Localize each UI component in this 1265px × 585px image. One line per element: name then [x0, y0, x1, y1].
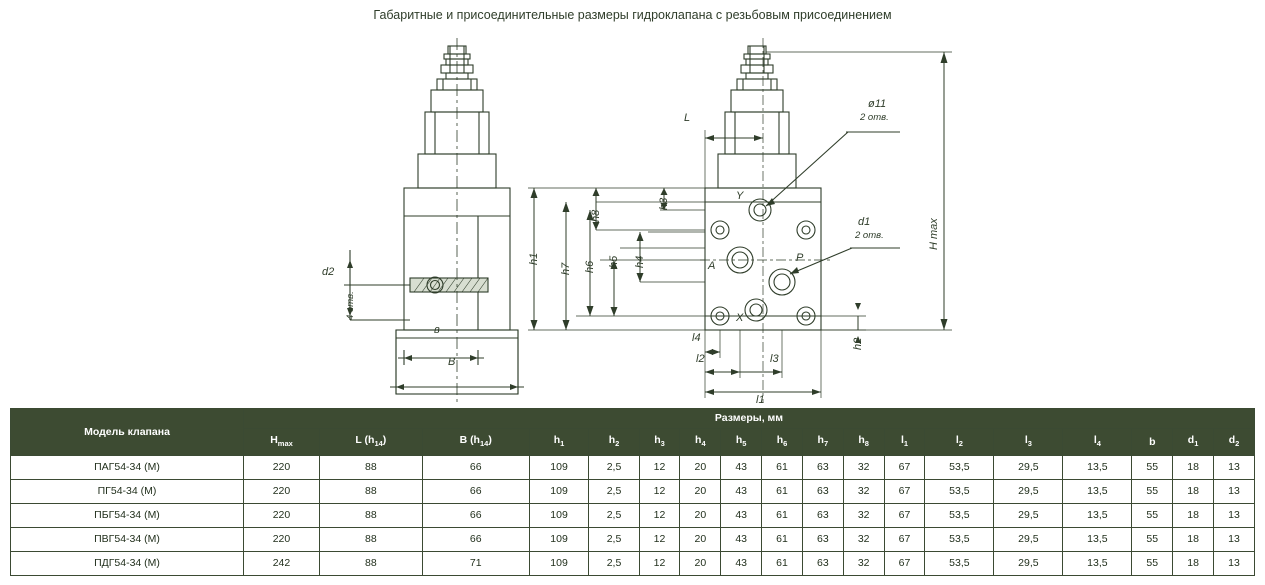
- table-cell-model: ПБГ54-34 (М): [11, 504, 244, 528]
- table-cell-b: 66: [422, 480, 529, 504]
- table-cell-d2: 13: [1214, 528, 1255, 552]
- label-h8: h8: [590, 209, 602, 222]
- th-l4: $l_4$: [1063, 429, 1132, 456]
- table-cell-l4: 13,5: [1063, 504, 1132, 528]
- label-h6: h6: [584, 260, 596, 273]
- table-cell-h2: 2,5: [589, 504, 639, 528]
- table-cell-h6: 61: [762, 456, 803, 480]
- th-h1: $h_1$: [529, 429, 589, 456]
- th-h4: $h_4$: [680, 429, 721, 456]
- table-cell-bb: 55: [1132, 528, 1173, 552]
- table-cell-l4: 13,5: [1063, 528, 1132, 552]
- table-cell-h8: 32: [843, 480, 884, 504]
- table-cell-l: 88: [319, 552, 422, 576]
- th-l: L $(h_{14})$: [319, 429, 422, 456]
- table-cell-d2: 13: [1214, 480, 1255, 504]
- label-h3: h3: [658, 197, 670, 210]
- table-cell-h2: 2,5: [589, 528, 639, 552]
- th-l3: $l_3$: [994, 429, 1063, 456]
- label-port-A: A: [708, 260, 716, 272]
- table-cell-h6: 61: [762, 552, 803, 576]
- table-cell-h1: 109: [529, 480, 589, 504]
- label-b-small: в: [434, 324, 440, 336]
- label-holes-4: 4 отв.: [345, 291, 356, 320]
- table-cell-l1: 67: [884, 480, 925, 504]
- th-h6: $h_6$: [762, 429, 803, 456]
- label-h1: h1: [528, 252, 540, 265]
- table-cell-l4: 13,5: [1063, 552, 1132, 576]
- label-h-max: H max: [928, 218, 940, 250]
- table-row: [11, 528, 1255, 552]
- label-h2: h2: [852, 337, 864, 350]
- table-cell-bb: 55: [1132, 456, 1173, 480]
- table-cell-hmax: 220: [244, 504, 320, 528]
- th-model: Модель клапана: [11, 409, 244, 456]
- technical-drawing: [0, 20, 1265, 406]
- table-cell-h7: 63: [802, 456, 843, 480]
- table-cell-l1: 67: [884, 528, 925, 552]
- table-cell-l2: 53,5: [925, 552, 994, 576]
- table-cell-h5: 43: [721, 504, 762, 528]
- table-row: [11, 552, 1255, 576]
- table-cell-h7: 63: [802, 480, 843, 504]
- table-cell-h7: 63: [802, 528, 843, 552]
- table-cell-b: 66: [422, 528, 529, 552]
- table-cell-bb: 55: [1132, 480, 1173, 504]
- label-l1: l1: [756, 394, 765, 406]
- table-row: [11, 480, 1255, 504]
- table-cell-h4: 20: [680, 528, 721, 552]
- table-cell-l3: 29,5: [994, 552, 1063, 576]
- table-cell-b: 66: [422, 504, 529, 528]
- th-h7: $h_7$: [802, 429, 843, 456]
- table-cell-l1: 67: [884, 456, 925, 480]
- label-b-big: B: [448, 356, 456, 368]
- table-cell-l1: 67: [884, 552, 925, 576]
- table-cell-l3: 29,5: [994, 456, 1063, 480]
- table-cell-l2: 53,5: [925, 504, 994, 528]
- th-d2: $d_2$: [1214, 429, 1255, 456]
- th-bb: b: [1132, 429, 1173, 456]
- table-cell-h3: 12: [639, 528, 680, 552]
- table-cell-h4: 20: [680, 456, 721, 480]
- table-cell-d1: 18: [1173, 480, 1214, 504]
- table-cell-h6: 61: [762, 504, 803, 528]
- table-cell-h8: 32: [843, 528, 884, 552]
- label-l4: l4: [692, 332, 701, 344]
- table-cell-h7: 63: [802, 552, 843, 576]
- dimensions-table-wrapper: [10, 408, 1255, 576]
- table-cell-hmax: 220: [244, 456, 320, 480]
- th-h3: $h_3$: [639, 429, 680, 456]
- table-cell-h6: 61: [762, 480, 803, 504]
- table-cell-b: 66: [422, 456, 529, 480]
- label-holes-2-side: 2 отв.: [855, 230, 884, 241]
- table-cell-b: 71: [422, 552, 529, 576]
- table-cell-hmax: 220: [244, 528, 320, 552]
- table-cell-h7: 63: [802, 504, 843, 528]
- table-cell-h3: 12: [639, 456, 680, 480]
- table-cell-l2: 53,5: [925, 528, 994, 552]
- label-holes-2-top: 2 отв.: [860, 112, 889, 123]
- table-cell-h8: 32: [843, 504, 884, 528]
- table-cell-h5: 43: [721, 456, 762, 480]
- table-cell-h5: 43: [721, 528, 762, 552]
- label-h4: h4: [634, 255, 646, 268]
- table-cell-d2: 13: [1214, 456, 1255, 480]
- th-h5: $h_5$: [721, 429, 762, 456]
- table-row: [11, 504, 1255, 528]
- table-cell-model: ПВГ54-34 (М): [11, 528, 244, 552]
- table-cell-h4: 20: [680, 480, 721, 504]
- label-d2: d2: [322, 266, 335, 278]
- th-group-dimensions: Размеры, мм: [244, 409, 1255, 429]
- table-cell-l3: 29,5: [994, 528, 1063, 552]
- table-cell-l4: 13,5: [1063, 480, 1132, 504]
- table-cell-l: 88: [319, 480, 422, 504]
- label-h5: h5: [608, 255, 620, 268]
- table-cell-bb: 55: [1132, 504, 1173, 528]
- table-cell-d1: 18: [1173, 552, 1214, 576]
- table-cell-l2: 53,5: [925, 456, 994, 480]
- table-cell-h4: 20: [680, 504, 721, 528]
- table-row: [11, 456, 1255, 480]
- table-cell-h6: 61: [762, 528, 803, 552]
- table-cell-h3: 12: [639, 504, 680, 528]
- label-hole-d11: ø11: [868, 98, 887, 110]
- th-d1: $d_1$: [1173, 429, 1214, 456]
- label-port-X: X: [736, 312, 744, 324]
- table-cell-h1: 109: [529, 456, 589, 480]
- table-cell-h5: 43: [721, 480, 762, 504]
- th-l1: $l_1$: [884, 429, 925, 456]
- table-cell-d1: 18: [1173, 504, 1214, 528]
- table-cell-h8: 32: [843, 456, 884, 480]
- table-cell-h2: 2,5: [589, 456, 639, 480]
- table-cell-d2: 13: [1214, 552, 1255, 576]
- table-cell-h4: 20: [680, 552, 721, 576]
- label-l3: l3: [770, 353, 779, 365]
- table-cell-l: 88: [319, 456, 422, 480]
- page-title: Габаритные и присоединительные размеры гидроклапана с резьбовым присоединением: [373, 8, 892, 22]
- table-cell-hmax: 220: [244, 480, 320, 504]
- table-cell-h3: 12: [639, 552, 680, 576]
- table-cell-l1: 67: [884, 504, 925, 528]
- table-cell-l2: 53,5: [925, 480, 994, 504]
- label-port-Y: Y: [736, 190, 744, 202]
- table-cell-l: 88: [319, 504, 422, 528]
- label-d1: d1: [858, 216, 871, 228]
- table-cell-model: ПАГ54-34 (М): [11, 456, 244, 480]
- table-cell-h3: 12: [639, 480, 680, 504]
- table-cell-hmax: 242: [244, 552, 320, 576]
- table-cell-h1: 109: [529, 552, 589, 576]
- dimensions-table: [10, 408, 1255, 576]
- table-cell-h8: 32: [843, 552, 884, 576]
- table-cell-model: ПДГ54-34 (М): [11, 552, 244, 576]
- table-cell-h2: 2,5: [589, 480, 639, 504]
- label-L: L: [684, 112, 691, 124]
- table-cell-h1: 109: [529, 504, 589, 528]
- label-h7: h7: [560, 262, 572, 275]
- table-cell-l3: 29,5: [994, 480, 1063, 504]
- th-h8: $h_8$: [843, 429, 884, 456]
- th-l2: $l_2$: [925, 429, 994, 456]
- table-cell-l3: 29,5: [994, 504, 1063, 528]
- table-cell-h1: 109: [529, 528, 589, 552]
- th-h2: $h_2$: [589, 429, 639, 456]
- table-cell-l4: 13,5: [1063, 456, 1132, 480]
- drawing-svg: [0, 20, 1265, 405]
- table-cell-l: 88: [319, 528, 422, 552]
- label-port-P: P: [796, 252, 804, 264]
- table-head: [11, 409, 1255, 456]
- th-b: B $(h_{14})$: [422, 429, 529, 456]
- th-hmax: $H_{max}$: [244, 429, 320, 456]
- table-cell-h2: 2,5: [589, 552, 639, 576]
- table-cell-d1: 18: [1173, 456, 1214, 480]
- table-cell-model: ПГ54-34 (М): [11, 480, 244, 504]
- table-cell-h5: 43: [721, 552, 762, 576]
- table-head-row-1: [11, 409, 1255, 429]
- table-cell-d1: 18: [1173, 528, 1214, 552]
- label-l2: l2: [696, 353, 705, 365]
- table-body: [11, 456, 1255, 576]
- table-cell-bb: 55: [1132, 552, 1173, 576]
- table-cell-d2: 13: [1214, 504, 1255, 528]
